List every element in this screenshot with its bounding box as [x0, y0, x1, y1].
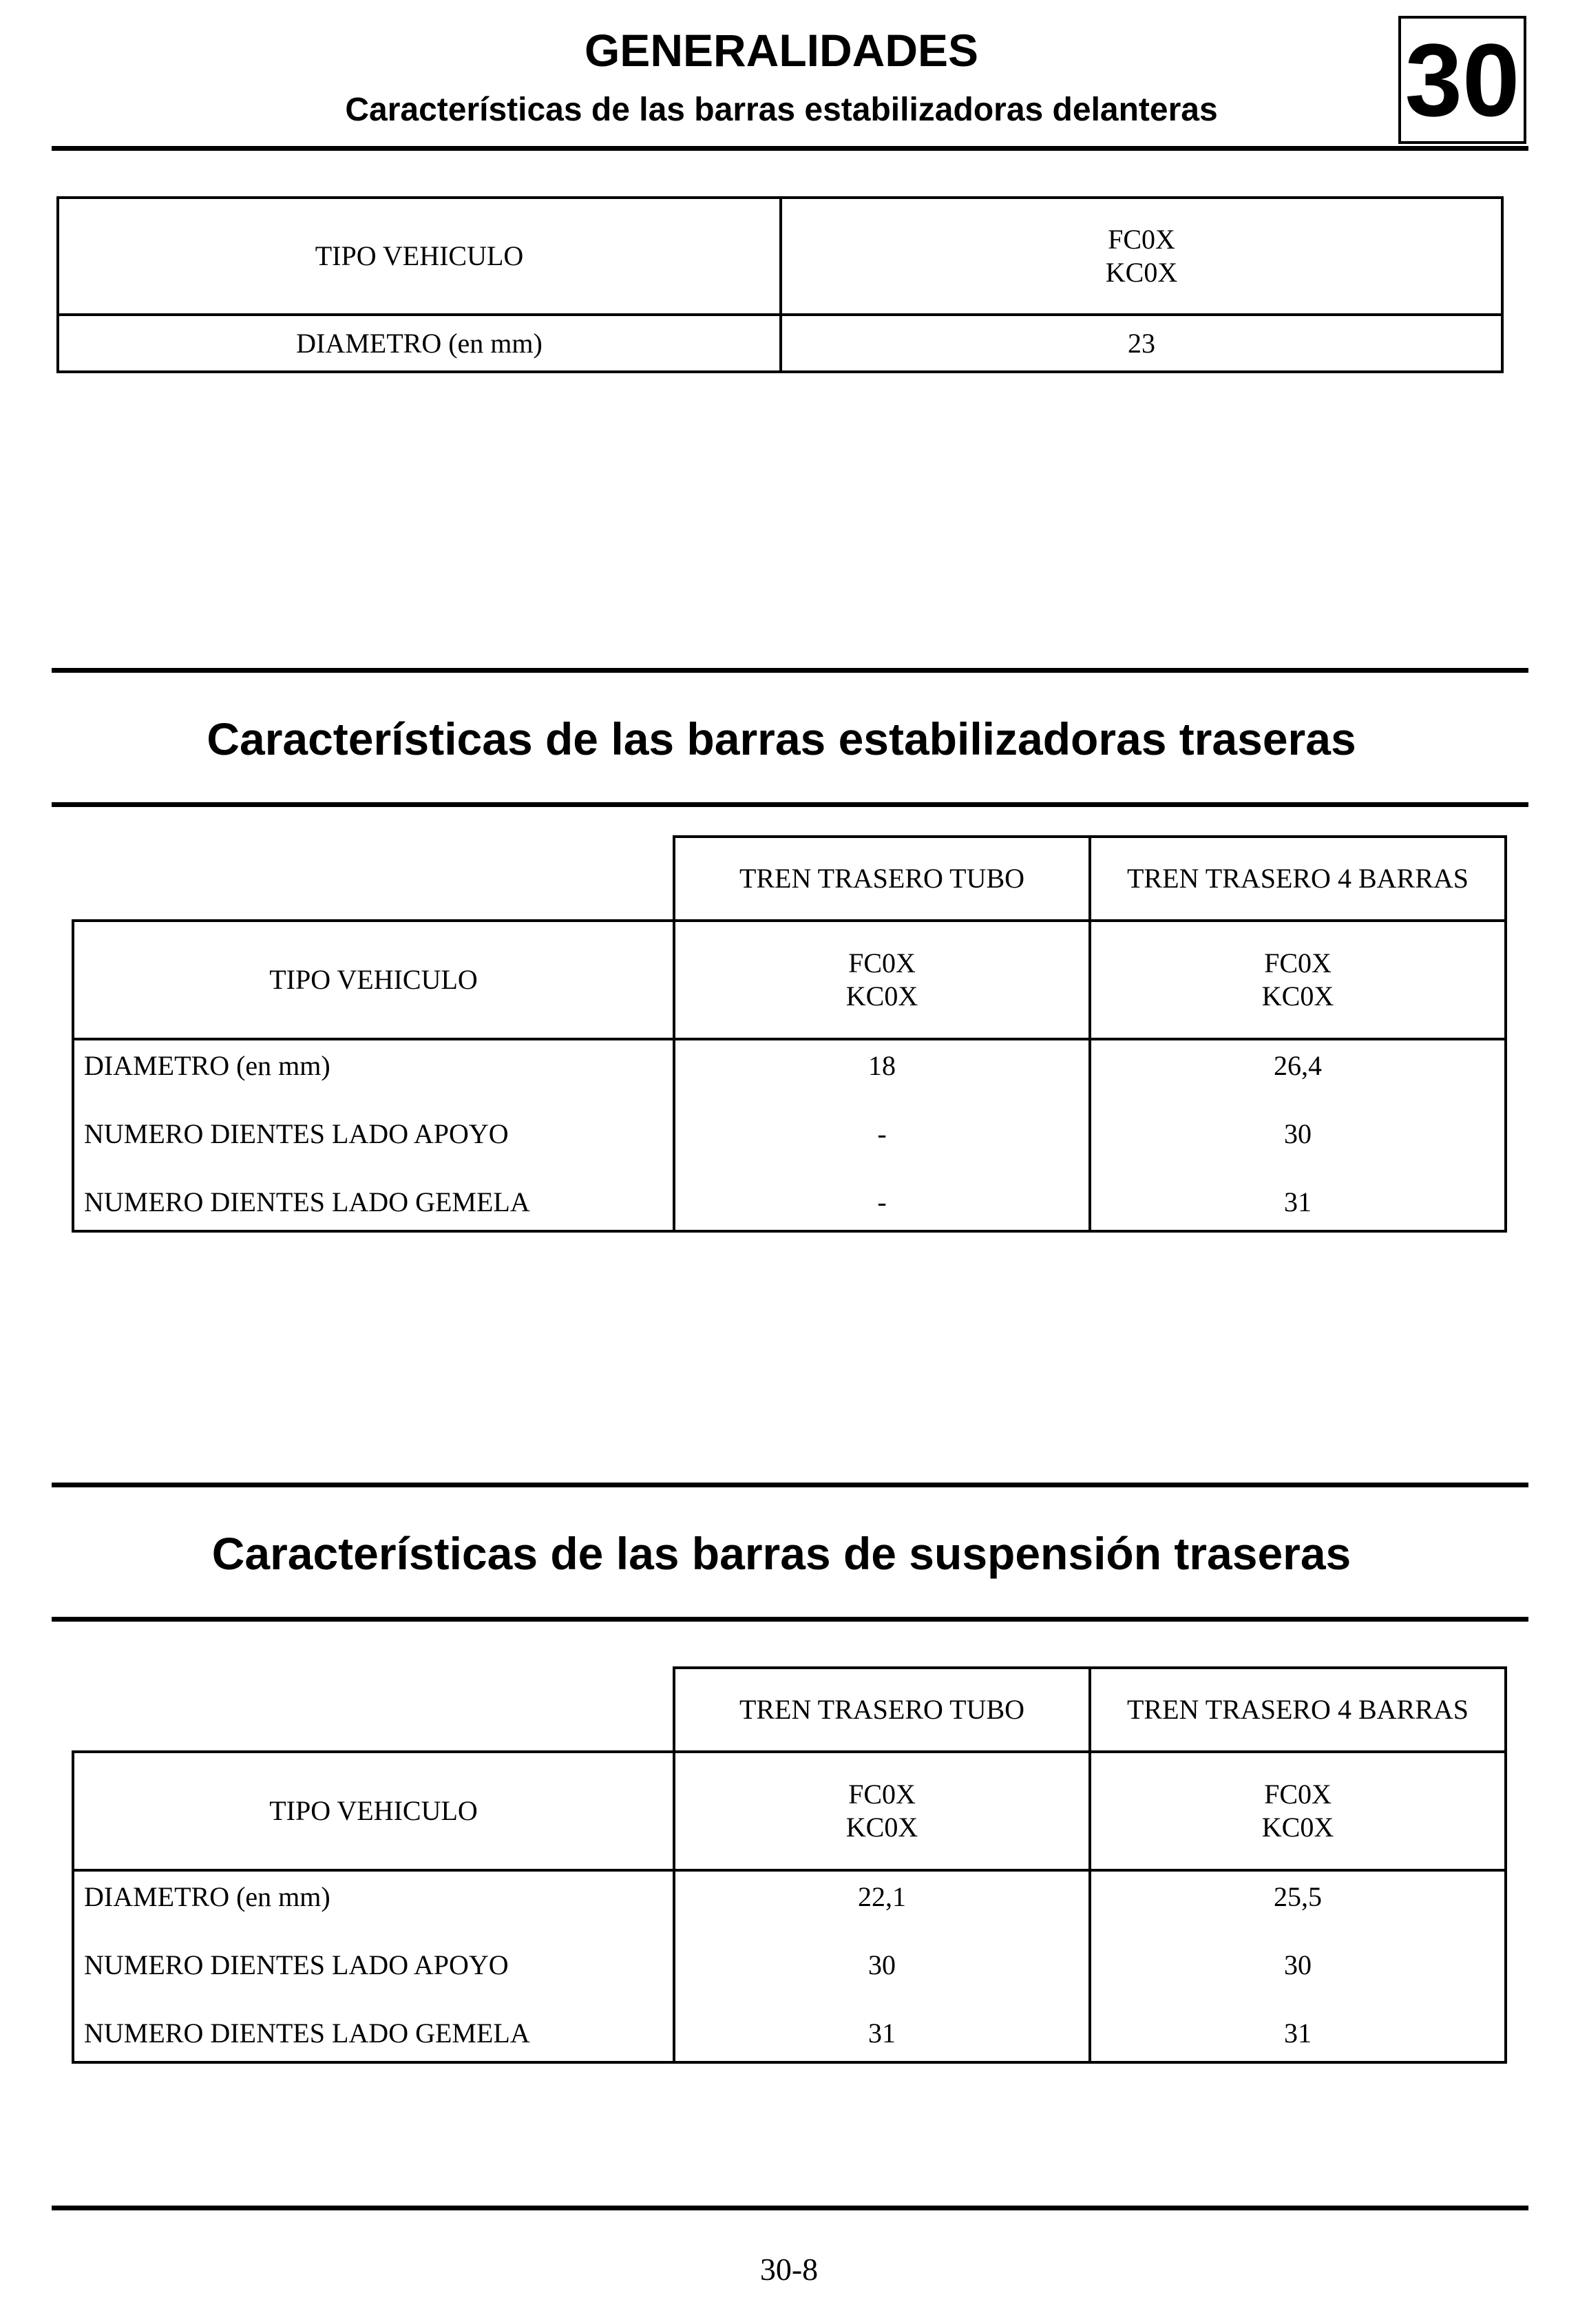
table-cell-value: 30: [1284, 1949, 1312, 1980]
table-cell-value: 18: [868, 1050, 896, 1081]
vehicle-code: FC0X: [1264, 948, 1332, 978]
table-cell-value: -: [877, 1118, 887, 1149]
vehicle-type-cell: [675, 1753, 1088, 1869]
table-cell-value: 22,1: [858, 1881, 906, 1912]
section-divider: [52, 668, 1528, 673]
table-row-label: TIPO VEHICULO: [269, 964, 478, 995]
page-subtitle: Características de las barras estabilizadoras delanteras: [345, 92, 1218, 128]
table-cell-value: 26,4: [1274, 1050, 1322, 1081]
page-number: 30-8: [759, 2252, 819, 2287]
table-row-label: NUMERO DIENTES LADO GEMELA: [84, 1186, 530, 1217]
table-cell-value: 31: [1284, 1186, 1312, 1217]
vehicle-code: FC0X: [848, 1779, 916, 1810]
vehicle-code: KC0X: [1261, 1812, 1334, 1843]
column-header: TREN TRASERO TUBO: [739, 1694, 1025, 1725]
section-title: Características de las barras de suspensión traseras: [211, 1528, 1351, 1579]
vehicle-code: KC0X: [1261, 981, 1334, 1012]
table-border-right: [1501, 196, 1504, 373]
table-border-bottom: [72, 2061, 1507, 2064]
table-row-label: DIAMETRO (en mm): [84, 1881, 330, 1912]
table-border-mid: [72, 1038, 1507, 1040]
table-border-bottom: [72, 1230, 1507, 1233]
table-row-label: NUMERO DIENTES LADO GEMELA: [84, 2018, 530, 2049]
vehicle-code: FC0X: [1264, 1779, 1332, 1810]
table-cell-value: 23: [1128, 327, 1155, 359]
table-border-mid: [72, 1869, 1507, 1872]
column-header: TREN TRASERO TUBO: [739, 863, 1025, 894]
column-header: TREN TRASERO 4 BARRAS: [1126, 1694, 1469, 1725]
section-divider: [52, 802, 1528, 807]
column-header: TREN TRASERO 4 BARRAS: [1126, 863, 1469, 894]
table-row-label: DIAMETRO (en mm): [84, 1050, 330, 1081]
vehicle-type-cell: [1091, 922, 1504, 1038]
vehicle-code: FC0X: [848, 948, 916, 978]
vehicle-type-cell: [1091, 1753, 1504, 1869]
vehicle-code: KC0X: [1105, 257, 1178, 288]
table-row-label: NUMERO DIENTES LADO APOYO: [84, 1118, 509, 1149]
header-divider: [52, 146, 1528, 151]
vehicle-code: KC0X: [845, 1812, 918, 1843]
table-cell-value: 30: [1284, 1118, 1312, 1149]
table-row-label: DIAMETRO (en mm): [296, 327, 543, 359]
table-border-right: [1504, 1666, 1507, 2064]
table-row-label: NUMERO DIENTES LADO APOYO: [84, 1949, 509, 1980]
vehicle-type-cell: [675, 922, 1088, 1038]
table-row-label: TIPO VEHICULO: [269, 1795, 478, 1826]
table-cell-value: -: [877, 1186, 887, 1217]
vehicle-code: KC0X: [845, 981, 918, 1012]
chapter-number-box: 30: [1398, 16, 1526, 144]
table-cell-value: 31: [868, 2018, 896, 2049]
footer-divider: [52, 2206, 1528, 2210]
vehicle-code: FC0X: [1108, 224, 1175, 255]
table-border-right: [1504, 835, 1507, 1233]
section-title: Características de las barras estabilizadoras traseras: [207, 713, 1356, 764]
table-cell-value: 30: [868, 1949, 896, 1980]
table-cell-value: 25,5: [1274, 1881, 1322, 1912]
table-row-label: TIPO VEHICULO: [315, 240, 524, 271]
section-divider: [52, 1617, 1528, 1622]
vehicle-type-cell: [782, 199, 1501, 313]
section-divider: [52, 1483, 1528, 1487]
page-title: GENERALIDADES: [584, 25, 979, 76]
table-cell-value: 31: [1284, 2018, 1312, 2049]
